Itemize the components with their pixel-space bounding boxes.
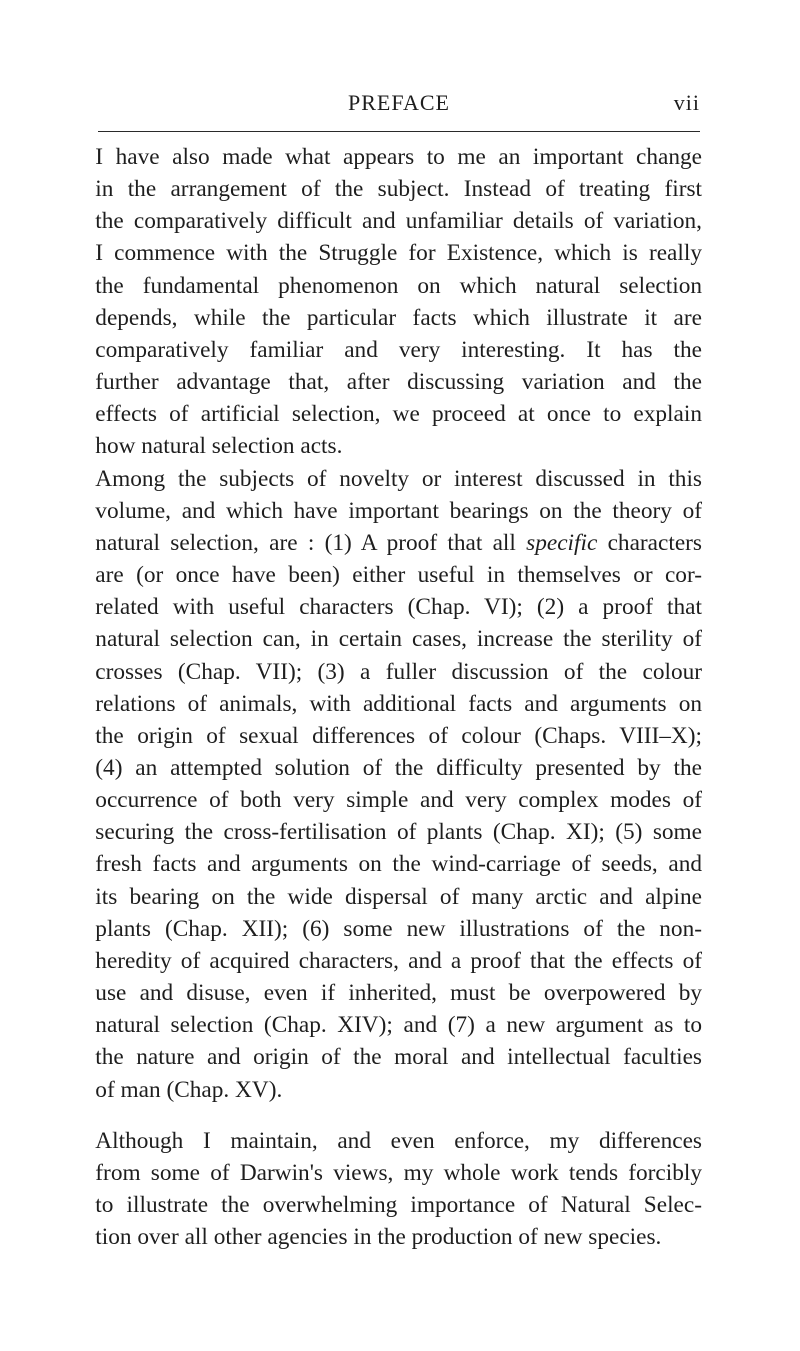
text-line: heredity of acquired characters, and a proof that the effects of	[95, 947, 702, 974]
running-head	[98, 90, 700, 124]
paragraph-3	[72, 1125, 702, 1254]
paragraph-2	[72, 463, 702, 1106]
text-line: effects of artificial selection, we proceed at once to explain	[95, 401, 702, 428]
text-line: natural selection (Chap. XIV); and (7) a new argument as to	[95, 1012, 702, 1039]
running-title: PREFACE	[348, 90, 450, 115]
body-text	[72, 141, 702, 1253]
text-line: depends, while the particular facts which illustrate it are	[95, 304, 702, 331]
text-line: are (or once have been) either useful in themselves or cor-	[95, 562, 702, 589]
text-line: the fundamental phenomenon on which natural selection	[95, 272, 702, 299]
text-line: to illustrate the overwhelming importance of Natural Selec-	[95, 1192, 702, 1218]
text-line: the comparatively difficult and unfamiliar details of variation,	[95, 208, 702, 235]
text-line: natural selection can, in certain cases, increase the sterility of	[95, 626, 702, 653]
text-line: plants (Chap. XII); (6) some new illustrations of the non-	[95, 915, 702, 942]
text-line: I have also made what appears to me an important change	[95, 144, 702, 170]
text-line: related with useful characters (Chap. VI); (2) a proof that	[95, 594, 702, 621]
text-segment: characters	[597, 529, 702, 556]
text-line: how natural selection acts.	[95, 433, 343, 460]
text-line: use and disuse, even if inherited, must be overpowered by	[95, 980, 702, 1007]
text-line: Although I maintain, and even enforce, my differences	[95, 1127, 702, 1154]
text-line-with-italic	[72, 527, 702, 559]
text-line: its bearing on the wide dispersal of many arctic and alpine	[95, 883, 702, 910]
text-line: the nature and origin of the moral and intellectual faculties	[95, 1044, 702, 1071]
text-line: fresh facts and arguments on the wind-carriage of seeds, and	[95, 851, 702, 878]
text-line: the origin of sexual differences of colour (Chaps. VIII–X);	[95, 722, 702, 749]
text-line: in the arrangement of the subject. Instead of treating first	[95, 176, 702, 203]
text-line: (4) an attempted solution of the difficulty presented by the	[95, 754, 702, 781]
text-line: I commence with the Struggle for Existence, which is really	[95, 240, 702, 267]
text-segment: natural selection, are : (1) A proof that all	[95, 529, 527, 556]
header-rule	[98, 131, 700, 132]
text-line: tion over all other agencies in the production of new species.	[95, 1224, 662, 1251]
text-line: Among the subjects of novelty or interest discussed in this	[95, 465, 702, 492]
page-number: vii	[673, 90, 700, 115]
text-line: comparatively familiar and very interesting. It has the	[95, 336, 702, 363]
text-line: occurrence of both very simple and very complex modes of	[95, 787, 702, 814]
italic-term: specific	[526, 529, 598, 556]
text-line: of man (Chap. XV).	[95, 1076, 283, 1103]
text-line: volume, and which have important bearings on the theory of	[95, 497, 702, 524]
paragraph-1	[72, 141, 702, 463]
text-line: securing the cross-fertilisation of plants (Chap. XI); (5) some	[95, 819, 702, 846]
text-line: relations of animals, with additional facts and arguments on	[95, 690, 702, 717]
text-line: from some of Darwin's views, my whole work tends forcibly	[95, 1159, 702, 1186]
text-line: crosses (Chap. VII); (3) a fuller discussion of the colour	[95, 658, 702, 685]
text-line: further advantage that, after discussing variation and the	[95, 369, 702, 396]
